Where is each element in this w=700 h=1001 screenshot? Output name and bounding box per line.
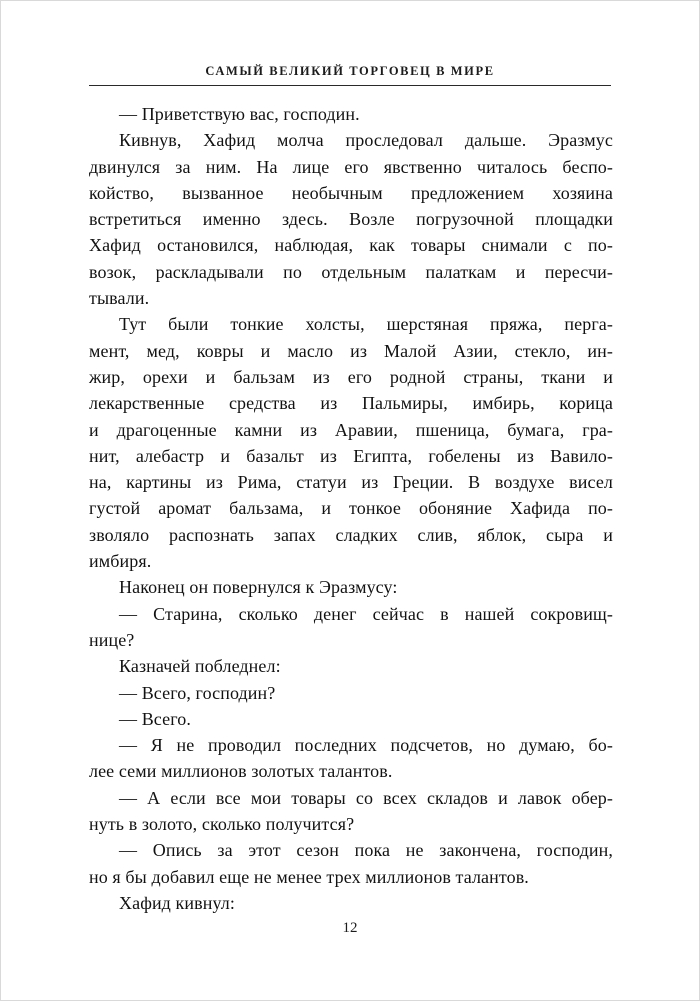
page-number: 12 xyxy=(342,920,358,936)
text-line: лекарственные средства из Пальмиры, имбирь, корица xyxy=(89,393,613,414)
paragraph xyxy=(89,601,613,654)
text-line: тывали. xyxy=(89,288,150,309)
text-line: нуть в золото, сколько получится? xyxy=(89,814,355,835)
paragraph xyxy=(89,785,613,838)
text-line: на, картины из Рима, статуи из Греции. В воздухе висел xyxy=(89,472,613,493)
paragraph xyxy=(89,101,613,127)
text-line: возок, раскладывали по отдельным палаткам и пересчи- xyxy=(89,261,613,282)
text-line: — Я не проводил последних подсчетов, но думаю, бо- xyxy=(119,735,613,756)
text-line: встретиться именно здесь. Возле погрузочной площадки xyxy=(89,209,613,230)
text-line: нит, алебастр и базальт из Египта, гобелены из Вавило- xyxy=(89,445,613,466)
text-line: Наконец он повернулся к Эразмусу: xyxy=(119,577,398,598)
text-line: и драгоценные камни из Аравии, пшеница, бумага, гра- xyxy=(89,419,613,440)
text-line: — Старина, сколько денег сейчас в нашей сокровищ- xyxy=(119,603,613,624)
text-line: Казначей побледнел: xyxy=(119,656,281,677)
text-line: двинулся за ним. На лице его явственно читалось беспо- xyxy=(89,156,613,177)
text-line: нице? xyxy=(89,629,135,650)
text-line: жир, орехи и бальзам из его родной страны, ткани и xyxy=(89,366,613,387)
text-line: лее семи миллионов золотых талантов. xyxy=(89,761,393,782)
text-line: мент, мед, ковры и масло из Малой Азии, стекло, ин- xyxy=(89,340,613,361)
text-line: густой аромат бальзама, и тонкое обоняние Хафида по- xyxy=(89,498,613,519)
header-rule xyxy=(89,85,611,86)
paragraph xyxy=(89,837,613,890)
page-body xyxy=(89,101,613,916)
text-line: имбиря. xyxy=(89,551,152,572)
text-line: — А если все мои товары со всех складов и лавок обер- xyxy=(119,787,613,808)
text-line: — Опись за этот сезон пока не закончена, господин, xyxy=(119,840,613,861)
text-line: Хафид остановился, наблюдая, как товары снимали с по- xyxy=(89,235,613,256)
paragraph xyxy=(89,127,613,311)
running-header: САМЫЙ ВЕЛИКИЙ ТОРГОВЕЦ В МИРЕ xyxy=(205,64,495,78)
text-line: Кивнув, Хафид молча проследовал дальше. Эразмус xyxy=(119,130,613,151)
paragraph xyxy=(89,890,613,916)
paragraph xyxy=(89,732,613,785)
text-line: — Всего, господин? xyxy=(119,682,276,703)
text-line: но я бы добавил еще не менее трех миллионов талантов. xyxy=(89,866,529,887)
paragraph xyxy=(89,653,613,679)
paragraph xyxy=(89,706,613,732)
text-line: Тут были тонкие холсты, шерстяная пряжа, перга- xyxy=(119,314,613,335)
text-line: Хафид кивнул: xyxy=(119,892,235,913)
text-line: зволяло распознать запах сладких слив, яблок, сыра и xyxy=(89,524,613,545)
paragraph xyxy=(89,680,613,706)
paragraph xyxy=(89,574,613,600)
text-line: койство, вызванное необычным предложением хозяина xyxy=(89,182,613,203)
text-line: — Всего. xyxy=(119,708,191,729)
paragraph xyxy=(89,311,613,574)
text-line: — Приветствую вас, господин. xyxy=(119,104,360,124)
